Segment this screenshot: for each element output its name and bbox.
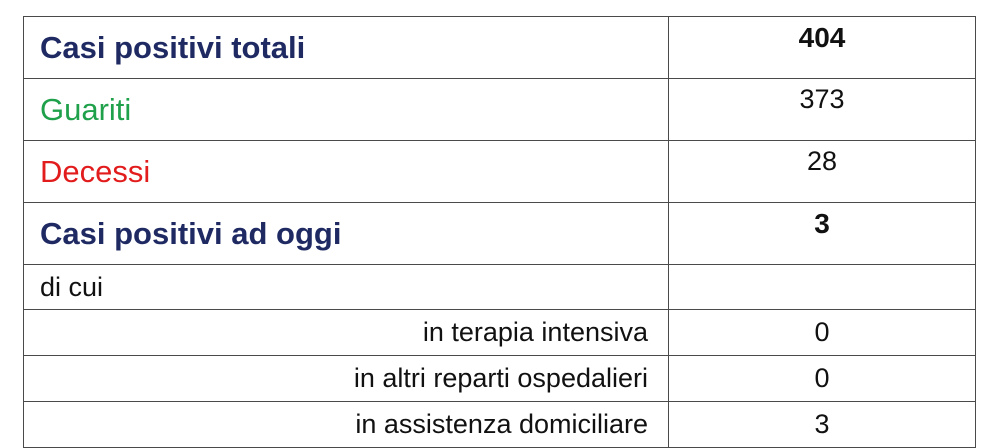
value-casi-positivi-ad-oggi: 3	[669, 203, 976, 265]
value-di-cui	[669, 265, 976, 310]
table-row-decessi	[24, 141, 976, 203]
label-altri-reparti: in altri reparti ospedalieri	[24, 356, 669, 402]
value-terapia-intensiva: 0	[669, 310, 976, 356]
value-decessi: 28	[669, 141, 976, 203]
label-terapia-intensiva: in terapia intensiva	[24, 310, 669, 356]
label-casi-positivi-totali: Casi positivi totali	[24, 17, 669, 79]
table-row-guariti	[24, 79, 976, 141]
label-guariti: Guariti	[24, 79, 669, 141]
table-row-terapia-intensiva	[24, 310, 976, 356]
value-altri-reparti: 0	[669, 356, 976, 402]
table-row-di-cui	[24, 265, 976, 310]
table-row-casi-positivi-totali	[24, 17, 976, 79]
table-row-casi-positivi-ad-oggi	[24, 203, 976, 265]
table-row-altri-reparti	[24, 356, 976, 402]
label-di-cui: di cui	[24, 265, 669, 310]
value-casi-positivi-totali: 404	[669, 17, 976, 79]
label-casi-positivi-ad-oggi: Casi positivi ad oggi	[24, 203, 669, 265]
label-decessi: Decessi	[24, 141, 669, 203]
value-assistenza-domiciliare: 3	[669, 402, 976, 448]
table-row-assistenza-domiciliare	[24, 402, 976, 448]
covid-stats-table	[23, 16, 976, 448]
value-guariti: 373	[669, 79, 976, 141]
label-assistenza-domiciliare: in assistenza domiciliare	[24, 402, 669, 448]
